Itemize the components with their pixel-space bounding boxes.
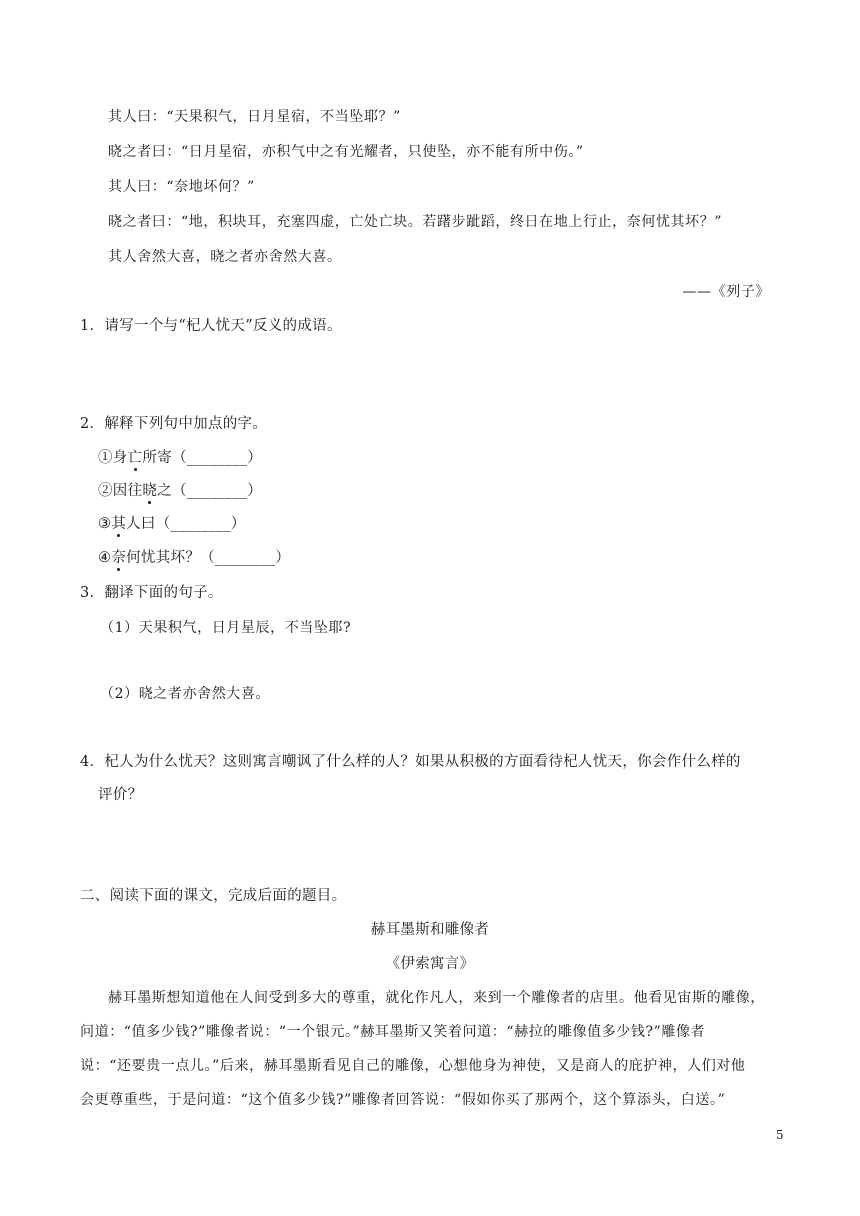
question-3-title: 3．翻译下面的句子。 [80, 585, 223, 601]
passage-line-3: 其人曰：“奈地坏何？” [108, 179, 255, 195]
section-2-title: 赫耳墨斯和雕像者 [370, 922, 490, 938]
question-2-item-2: ②因往晓之（________） [98, 483, 263, 499]
section-2-line-4: 会更尊重些，于是问道：“这个值多少钱?”雕像者回答说：“假如你买了那两个，这个算添头，白送。” [80, 1092, 726, 1108]
section-2-line-3: 说：“还要贵一点儿。”后来，赫耳墨斯看见自己的雕像，心想他身为神使，又是商人的庇护神，人们对他 [80, 1058, 746, 1074]
question-2-item-4: ④奈何忧其坏？（________） [98, 550, 291, 566]
dotted-char: 晓 [142, 483, 158, 499]
question-2-item-3: ③其人曰（________） [98, 516, 246, 532]
passage-source: ——《列子》 [682, 284, 770, 300]
passage-line-2: 晓之者曰：“日月星宿，亦积气中之有光耀者，只使坠，亦不能有所中伤。” [108, 144, 584, 160]
page-number: 5 [776, 1128, 784, 1142]
question-3-item-1: （1）天果积气，日月星辰，不当坠耶? [100, 620, 352, 636]
dotted-char: 奈 [111, 550, 127, 566]
passage-line-4: 晓之者曰：“地，积块耳，充塞四虚，亡处亡块。若躇步跐蹈，终日在地上行止，奈何忧其坏？” [108, 214, 723, 230]
passage-line-1: 其人曰：“天果积气，日月星宿，不当坠耶？” [108, 109, 401, 125]
passage-line-5: 其人舍然大喜，晓之者亦舍然大喜。 [108, 249, 342, 265]
section-2-heading: 二、阅读下面的课文，完成后面的题目。 [80, 888, 347, 904]
section-2-line-1: 赫耳墨斯想知道他在人间受到多大的尊重，就化作凡人，来到一个雕像者的店里。他看见宙斯的雕像， [108, 990, 765, 1006]
question-2-title: 2．解释下列句中加点的字。 [80, 416, 268, 432]
question-3-item-2: （2）晓之者亦舍然大喜。 [100, 686, 271, 702]
dotted-char: 其 [111, 516, 127, 532]
question-4-line-2: 评价？ [98, 787, 143, 803]
dotted-char: 亡 [127, 450, 143, 466]
question-4-line-1: 4．杞人为什么忧天？这则寓言嘲讽了什么样的人？如果从积极的方面看待杞人忧天，你会作什么样的 [80, 754, 741, 770]
section-2-line-2: 问道：“值多少钱?”雕像者说：“一个银元。”赫耳墨斯又笑着问道：“赫拉的雕像值多少钱?”雕像者 [80, 1024, 706, 1040]
question-1: 1．请写一个与“杞人忧天”反义的成语。 [80, 318, 342, 334]
section-2-subtitle: 《伊索寓言》 [385, 956, 475, 972]
question-2-item-1: ①身亡所寄（________） [98, 450, 263, 466]
